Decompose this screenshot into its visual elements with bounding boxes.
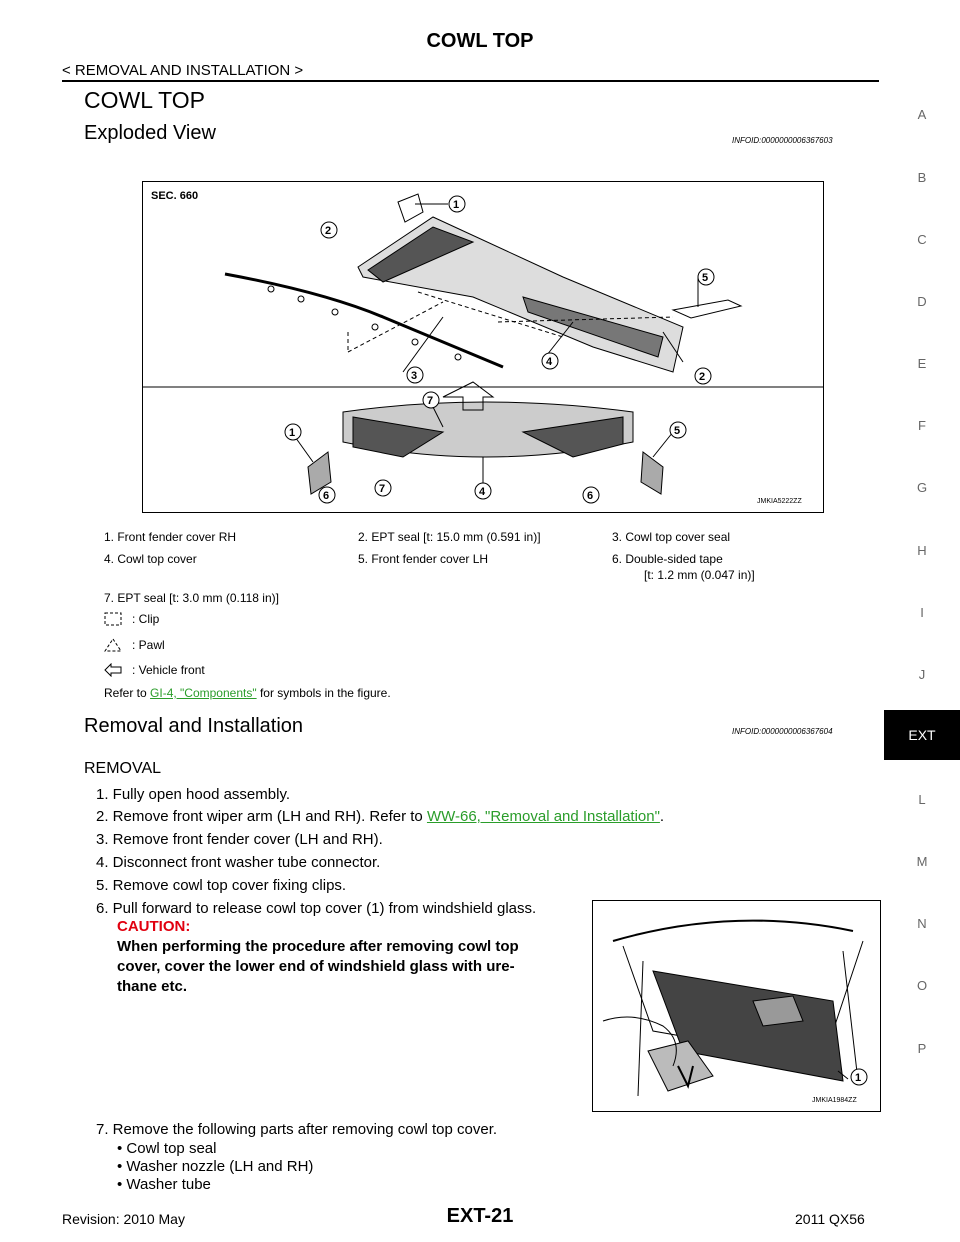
figure-section-label: SEC. 660 xyxy=(151,190,199,202)
components-link[interactable]: GI-4, "Components" xyxy=(150,686,257,700)
callout-5-top: 5 xyxy=(702,272,709,284)
cowl-removal-drawing xyxy=(593,901,880,1111)
callout-2-bottom: 2 xyxy=(699,371,706,383)
step-7-bullet-1: • Cowl top seal xyxy=(117,1140,217,1157)
legend-item-7: 7. EPT seal [t: 3.0 mm (0.118 in)] xyxy=(104,591,279,605)
step-1: 1. Fully open hood assembly. xyxy=(96,786,290,803)
header-divider xyxy=(62,80,879,82)
legend-item-1: 1. Front fender cover RH xyxy=(104,530,237,544)
index-b[interactable]: B xyxy=(917,170,927,185)
legend-item-3: 3. Cowl top cover seal xyxy=(612,530,731,544)
step-2: 2. Remove front wiper arm (LH and RH). Refer to WW-66, "Removal and Installation". xyxy=(96,808,665,825)
callout-7-bottom: 7 xyxy=(379,483,386,495)
legend-item-2: 2. EPT seal [t: 15.0 mm (0.591 in)] xyxy=(358,530,541,544)
index-p[interactable]: P xyxy=(917,1041,927,1056)
callout-4-top: 4 xyxy=(546,356,553,368)
index-g[interactable]: G xyxy=(916,480,928,495)
step-7-bullet-2: • Washer nozzle (LH and RH) xyxy=(117,1158,314,1175)
legend-item-6: 6. Double-sided tape xyxy=(612,552,723,566)
index-i[interactable]: I xyxy=(920,605,924,620)
removal-info-id: INFOID:0000000006367604 xyxy=(732,727,833,736)
page-title: COWL TOP xyxy=(84,87,205,113)
header-title: COWL TOP xyxy=(426,30,534,52)
index-o[interactable]: O xyxy=(916,978,928,993)
callout-1-top: 1 xyxy=(453,199,460,211)
step-3: 3. Remove front fender cover (LH and RH). xyxy=(96,831,383,848)
callout-3: 3 xyxy=(411,370,418,382)
exploded-view-figure xyxy=(142,181,824,513)
legend-item-5: 5. Front fender cover LH xyxy=(358,552,489,566)
removal-installation-heading: Removal and Installation xyxy=(84,715,304,737)
step-4: 4. Disconnect front washer tube connector. xyxy=(96,854,381,871)
step-5: 5. Remove cowl top cover fixing clips. xyxy=(96,877,347,894)
step-7: 7. Remove the following parts after removing cowl top cover. xyxy=(96,1121,498,1138)
footer-page-number: EXT-21 xyxy=(446,1205,514,1227)
figure-code: JMKIA5222ZZ xyxy=(757,498,802,505)
index-ext-active[interactable]: EXT xyxy=(884,710,960,760)
index-h[interactable]: H xyxy=(917,543,927,558)
caution-line-3: thane etc. xyxy=(117,978,188,995)
callout-6-left: 6 xyxy=(323,490,330,502)
symbol-vehicle-front-label: : Vehicle front xyxy=(132,663,205,677)
index-j[interactable]: J xyxy=(918,667,926,682)
callout-4-bottom: 4 xyxy=(479,486,486,498)
index-f[interactable]: F xyxy=(918,418,926,433)
index-a[interactable]: A xyxy=(917,107,927,122)
exploded-view-drawing xyxy=(143,182,823,512)
index-e[interactable]: E xyxy=(917,356,927,371)
footer-model: 2011 QX56 xyxy=(795,1211,865,1227)
legend-item-4: 4. Cowl top cover xyxy=(104,552,197,566)
clip-icon xyxy=(104,612,122,626)
caution-line-1: When performing the procedure after removing cowl top xyxy=(117,938,519,955)
callout-1-photo: 1 xyxy=(855,1072,862,1084)
callout-1-bottom: 1 xyxy=(289,427,296,439)
header-section: < REMOVAL AND INSTALLATION > xyxy=(62,62,304,79)
symbol-clip-label: : Clip xyxy=(132,612,160,626)
step-7-bullet-3: • Washer tube xyxy=(117,1176,211,1193)
section-index xyxy=(884,0,960,1242)
vehicle-front-arrow-icon xyxy=(104,663,122,677)
caution-heading: CAUTION: xyxy=(117,918,191,935)
photo-code: JMKIA1984ZZ xyxy=(812,1097,857,1104)
footer-revision: Revision: 2010 May xyxy=(62,1211,185,1227)
ww-66-link[interactable]: WW-66, "Removal and Installation" xyxy=(426,808,660,825)
pawl-icon xyxy=(104,638,122,652)
callout-2-top: 2 xyxy=(325,225,332,237)
legend-item-6-cont: [t: 1.2 mm (0.047 in)] xyxy=(644,568,755,582)
symbol-pawl-label: : Pawl xyxy=(132,638,165,652)
index-l[interactable]: L xyxy=(918,792,926,807)
index-c[interactable]: C xyxy=(917,232,927,247)
step-6: 6. Pull forward to release cowl top cover (1) from windshield glass. xyxy=(96,900,537,917)
callout-5-bottom: 5 xyxy=(674,425,681,437)
callout-6-right: 6 xyxy=(587,490,594,502)
removal-subheading: REMOVAL xyxy=(84,760,162,777)
exploded-view-heading: Exploded View xyxy=(84,122,216,144)
index-n[interactable]: N xyxy=(917,916,927,931)
index-m[interactable]: M xyxy=(916,854,928,869)
refer-note: Refer to GI-4, "Components" for symbols in the figure. xyxy=(104,686,391,700)
exploded-info-id: INFOID:0000000006367603 xyxy=(732,136,833,145)
callout-7-top: 7 xyxy=(427,395,434,407)
index-d[interactable]: D xyxy=(917,294,927,309)
caution-line-2: cover, cover the lower end of windshield glass with ure- xyxy=(117,958,515,975)
cowl-removal-figure xyxy=(592,900,881,1112)
